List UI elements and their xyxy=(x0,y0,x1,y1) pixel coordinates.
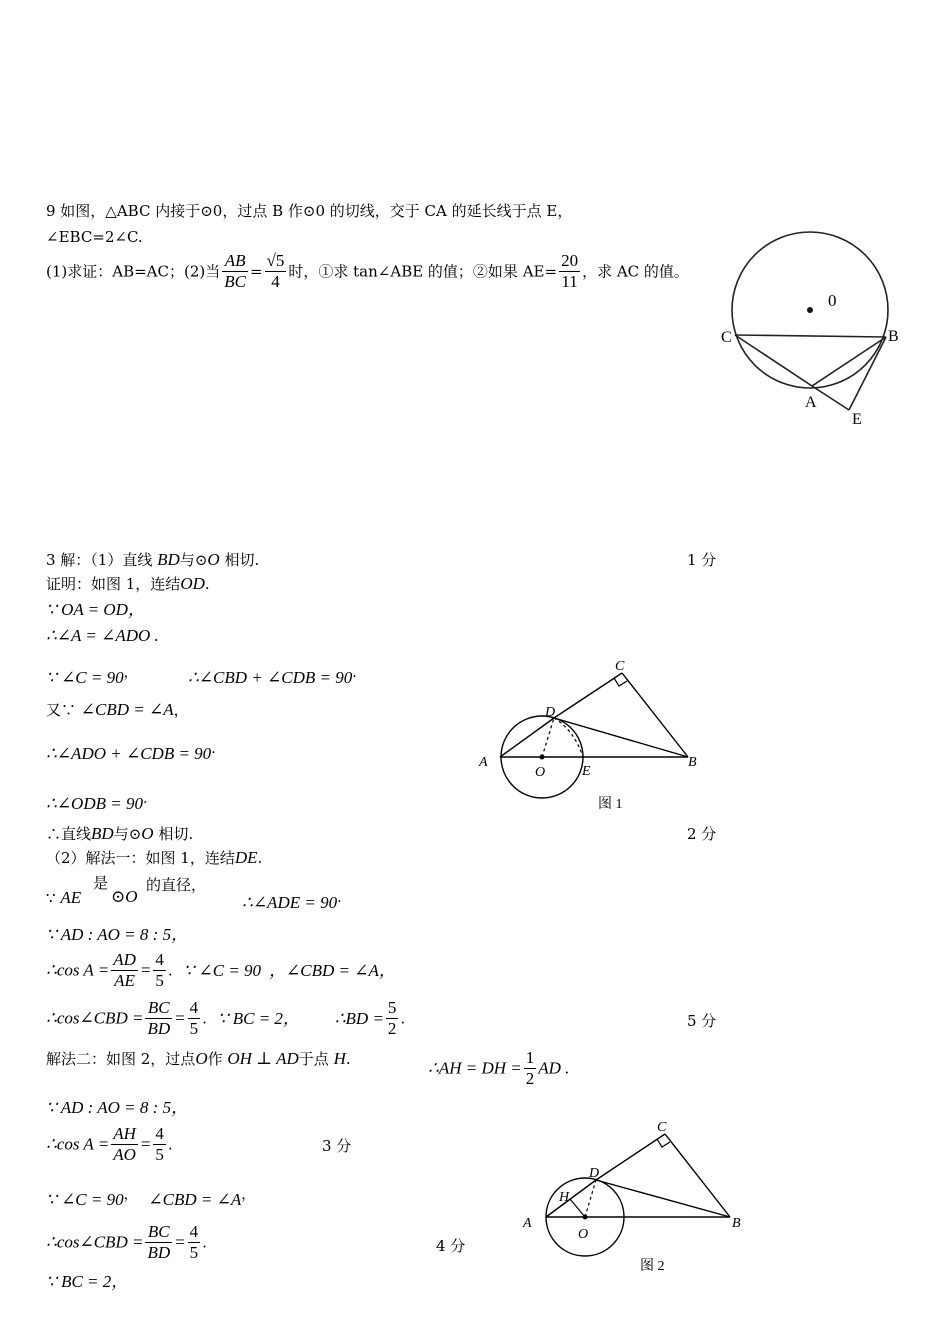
sol-l1-b: 与⊙ xyxy=(179,551,208,569)
label-o: 0 xyxy=(828,291,837,310)
sol-line-19 xyxy=(46,1222,207,1263)
sol-l13-c: ∵ ∠C = 90 xyxy=(183,960,262,980)
sol-l13-a: ∴cos A = xyxy=(46,960,110,980)
problem-line-3-c: ，求 AC 的值。 xyxy=(582,262,689,281)
sol-line-2 xyxy=(46,574,210,594)
sol-l1-c: 相切. xyxy=(224,551,260,569)
sol-l1-bd: BD xyxy=(157,550,180,569)
sol-l15-h: H xyxy=(333,1049,346,1068)
sol-l15-f: AD . xyxy=(538,1058,570,1078)
fraction-bc-bd-b: $\frac{BC}{BD}$ xyxy=(147,1222,171,1262)
sol-l5-b: ∴∠CBD + ∠CDB = 90 xyxy=(188,668,353,687)
sol-l9-c: 相切. xyxy=(158,825,194,843)
fraction-sqrt5-4: $\frac{√5}{4}$ xyxy=(266,251,285,291)
sol-l18-a: ∵ ∠C = 90 xyxy=(46,1190,124,1209)
sol-l15-c: 于点 xyxy=(298,1050,329,1068)
fraction-4-5-a: $\frac{4}{5}$ xyxy=(155,950,164,990)
sol-l9-a: ∴直线 xyxy=(46,825,92,843)
sol-l19-a: ∴cos∠CBD = xyxy=(46,1232,144,1252)
sol-l19-eq: = xyxy=(174,1232,186,1252)
sol-line-11-o: ⊙O xyxy=(111,887,138,906)
sol-l6-c: ， xyxy=(173,701,189,719)
sol-l10-b: . xyxy=(257,849,263,867)
equals-sign: = xyxy=(249,262,263,281)
sol-line-5b xyxy=(188,663,357,688)
sol-l17-eq: = xyxy=(139,1134,152,1154)
sol-line-7 xyxy=(46,739,216,764)
fig1-label-o: O xyxy=(535,765,546,780)
label-b: B xyxy=(888,328,899,345)
sol-l6-b: ∠CBD = ∠A xyxy=(80,700,174,719)
sol-line-17 xyxy=(46,1124,173,1165)
fig2-caption: 图 2 xyxy=(640,1259,665,1274)
sol-line-15-right xyxy=(428,1048,569,1089)
score-4: 4 分 xyxy=(436,1237,466,1255)
sol-l9-o: O xyxy=(141,824,154,843)
sol-l14-a: ∴cos∠CBD = xyxy=(46,1008,144,1028)
sol-l15-e: ∴AH = DH = xyxy=(428,1058,522,1078)
sol-l14-d: ∴BD = xyxy=(334,1008,384,1028)
fig2-label-b: B xyxy=(732,1216,741,1231)
sol-l6-a: 又∵ xyxy=(46,701,77,719)
score-3: 3 分 xyxy=(322,1137,352,1155)
sol-l17-b: . xyxy=(167,1135,173,1154)
sol-l17-a: ∴cos A = xyxy=(46,1134,110,1154)
sol-l11-c: ∴∠ADE = 90 xyxy=(242,893,338,912)
label-c: C xyxy=(721,329,732,346)
fig2-label-h: H xyxy=(559,1190,570,1205)
fraction-ah-ao: $\frac{AH}{AO}$ xyxy=(113,1124,136,1164)
sol-l18-b: ∠CBD = ∠A xyxy=(148,1190,242,1209)
sol-l9-b: 与⊙ xyxy=(113,825,142,843)
sol-line-3: ∵ OA = OD， xyxy=(46,600,145,619)
sol-l15-oh: OH ⊥ AD xyxy=(227,1049,299,1068)
fig2-label-d: D xyxy=(589,1166,600,1181)
sol-line-8 xyxy=(46,789,147,814)
sol-l15-d: . xyxy=(345,1050,351,1068)
sol-line-11 xyxy=(46,888,81,908)
fig2-label-a: A xyxy=(523,1216,532,1231)
sol-l1-text: 3 解：（1）直线 xyxy=(46,551,153,569)
sol-l5-a: ∵ ∠C = 90 xyxy=(46,668,124,687)
sol-l14-eq: = xyxy=(174,1008,186,1028)
sol-line-14 xyxy=(46,998,405,1039)
label-a: A xyxy=(805,394,817,411)
fraction-20-11: $\frac{20}{11}$ xyxy=(561,251,579,291)
score-1: 1 分 xyxy=(687,551,717,569)
sol-l18-mark: ， xyxy=(123,1187,138,1203)
figure-circle-abc xyxy=(715,226,905,436)
figure-2 xyxy=(515,1115,755,1280)
fig1-label-a: A xyxy=(479,755,488,770)
score-5: 5 分 xyxy=(687,1012,717,1030)
sol-l10-a: （2）解法一：如图 1，连结 xyxy=(46,849,235,867)
sol-l13-eq: = xyxy=(139,960,152,980)
sol-l13-b: . xyxy=(167,961,173,980)
sol-l9-bd: BD xyxy=(91,824,114,843)
fraction-4-5-d: $\frac{4}{5}$ xyxy=(189,1222,199,1262)
fraction-4-5-b: $\frac{4}{5}$ xyxy=(189,998,199,1038)
fraction-bc-bd-a: $\frac{BC}{BD}$ xyxy=(147,998,171,1038)
fig2-label-o: O xyxy=(578,1227,589,1242)
sol-line-18 xyxy=(46,1185,255,1210)
label-e: E xyxy=(852,411,862,428)
problem-line-3-b: 时，①求 tan∠ABE 的值；②如果 AE= xyxy=(288,262,558,281)
fig1-label-b: B xyxy=(688,755,697,770)
sol-l15-o: O xyxy=(195,1049,208,1068)
sol-l1-o: O xyxy=(207,550,220,569)
fraction-ab-bc: $\frac{AB}{BC}$ xyxy=(224,251,246,291)
sol-l2-text: 证明：如图 1，连结 xyxy=(46,575,181,593)
sol-line-16: ∵ AD : AO = 8 : 5， xyxy=(46,1098,189,1117)
sol-l7-end: . xyxy=(211,741,216,757)
sol-l8-end: . xyxy=(142,791,148,807)
problem-line-3-a: (1)求证：AB=AC；(2)当 xyxy=(46,262,221,281)
problem-line-2: ∠EBC=2∠C. xyxy=(46,228,143,246)
sol-l15-a: 解法二：如图 2，过点 xyxy=(46,1050,196,1068)
sol-line-15 xyxy=(46,1048,351,1069)
sol-line-12: ∵ AD : AO = 8 : 5， xyxy=(46,925,189,944)
sol-l14-c: ∵ BC = 2， xyxy=(217,1008,300,1028)
sol-l5-mark: ， xyxy=(123,665,138,681)
sol-l11-ae: AE xyxy=(60,888,82,907)
sol-line-11-c xyxy=(242,888,342,913)
problem-line-1: 9 如图，△ABC 内接于⊙0，过点 B 作⊙0 的切线，交于 CA 的延长线于点 E， xyxy=(46,202,573,220)
sol-l14-b: . xyxy=(202,1009,207,1028)
sol-l19-b: . xyxy=(202,1233,207,1252)
fraction-5-2: $\frac{5}{2}$ xyxy=(387,998,397,1038)
fig2-label-c: C xyxy=(657,1120,667,1135)
sol-l13-d: ，∠CBD = ∠A， xyxy=(269,960,396,980)
sol-l11-end: . xyxy=(337,890,342,906)
sol-l2-od: OD xyxy=(180,574,205,593)
sol-line-11-shi: 是 xyxy=(93,874,109,892)
sol-line-9 xyxy=(46,824,193,844)
sol-line-4: ∴∠A = ∠ADO . xyxy=(46,626,159,645)
sol-line-6 xyxy=(46,700,189,720)
problem-line-3 xyxy=(46,251,689,292)
score-2: 2 分 xyxy=(687,825,717,843)
sol-l15-b: 作 xyxy=(207,1050,223,1068)
fraction-1-2: $\frac{1}{2}$ xyxy=(525,1048,535,1088)
sol-line-11-b: 的直径， xyxy=(146,876,207,894)
sol-l8: ∴∠ODB = 90 xyxy=(46,794,143,813)
sol-line-1 xyxy=(46,550,259,570)
sol-l10-de: DE xyxy=(234,848,258,867)
fraction-ad-ae: $\frac{AD}{AE}$ xyxy=(113,950,136,990)
figure-1 xyxy=(470,650,710,820)
sol-line-10 xyxy=(46,848,262,868)
sol-line-20: ∵ BC = 2， xyxy=(46,1272,129,1291)
sol-l2-b: . xyxy=(204,575,210,593)
fig1-label-d: D xyxy=(545,705,556,720)
sol-l14-e: . xyxy=(400,1009,406,1028)
sol-l11-a: ∵ xyxy=(46,889,56,907)
fig1-caption: 图 1 xyxy=(598,797,623,812)
sol-l18-mark2: ， xyxy=(241,1187,256,1203)
fig1-label-e: E xyxy=(582,764,591,779)
sol-line-5 xyxy=(46,663,138,688)
sol-l5-end: . xyxy=(352,665,357,681)
sol-l7: ∴∠ADO + ∠CDB = 90 xyxy=(46,744,212,763)
fig1-label-c: C xyxy=(615,659,625,674)
sol-line-13 xyxy=(46,950,396,991)
fraction-4-5-c: $\frac{4}{5}$ xyxy=(155,1124,164,1164)
